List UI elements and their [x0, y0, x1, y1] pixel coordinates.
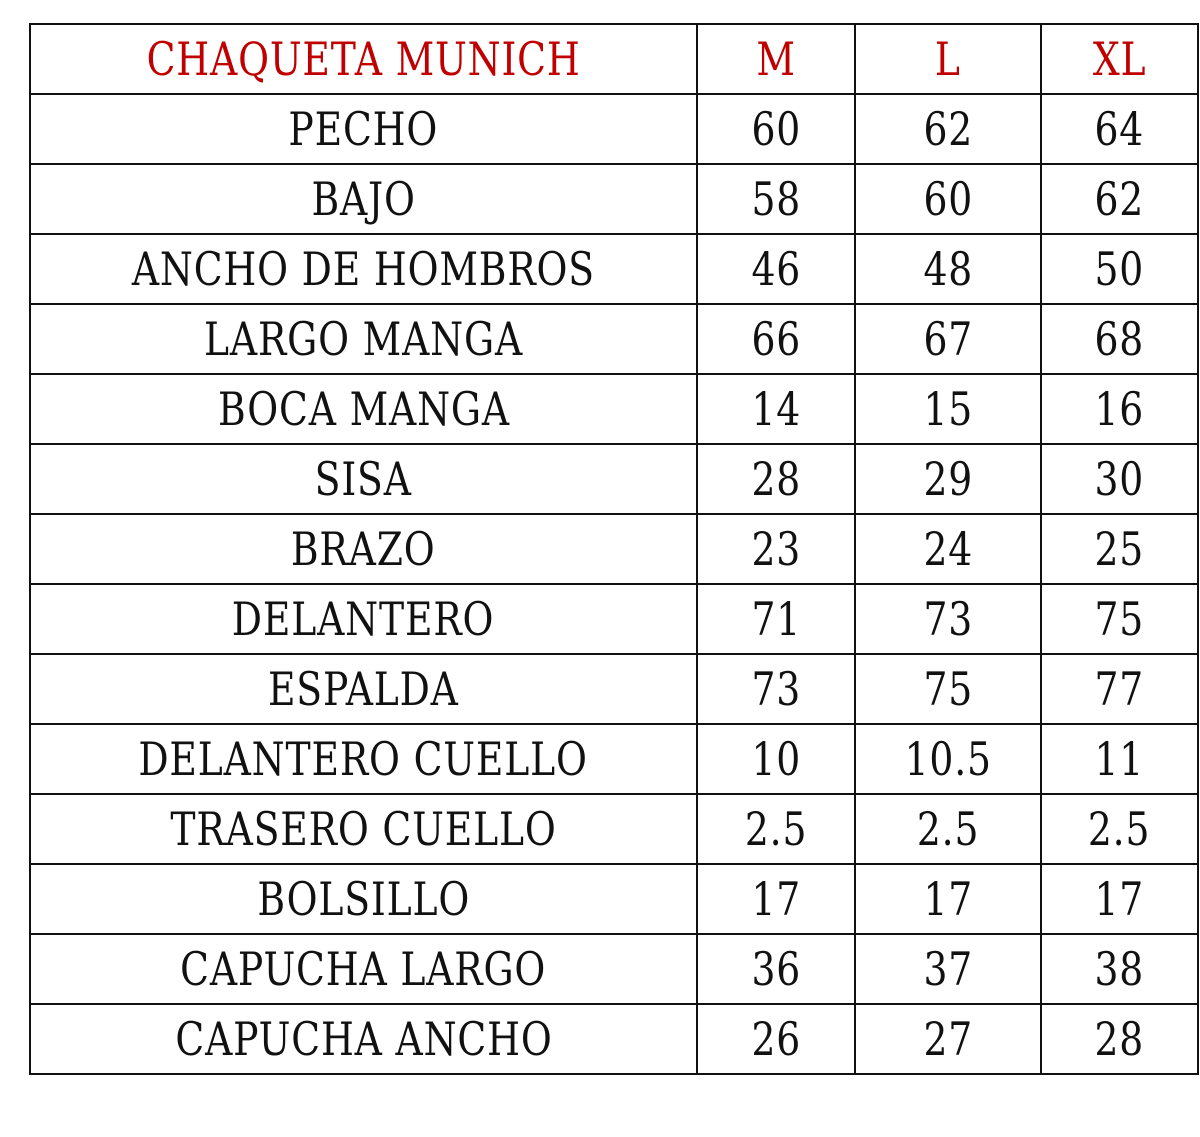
- table-title-text: CHAQUETA MUNICH: [146, 32, 581, 86]
- measurement-value: 58: [751, 172, 801, 226]
- value-cell-xl: [1041, 374, 1198, 444]
- value-cell-xl: [1041, 1004, 1198, 1074]
- measurement-value: 68: [1094, 312, 1145, 366]
- value-cell-xl: [1041, 94, 1198, 164]
- value-cell-m: [697, 864, 855, 934]
- size-header-m-text: M: [756, 32, 796, 86]
- table-row: [30, 794, 1198, 864]
- measurement-label-cell: [30, 514, 697, 584]
- measurement-label-cell: [30, 934, 697, 1004]
- value-cell-l: [855, 374, 1041, 444]
- value-cell-m: [697, 654, 855, 724]
- measurement-value: 17: [923, 872, 973, 926]
- size-header-xl: [1041, 24, 1198, 94]
- size-header-l: [855, 24, 1041, 94]
- measurement-label-cell: [30, 374, 697, 444]
- measurement-value: 17: [1094, 872, 1145, 926]
- size-header-m: [697, 24, 855, 94]
- measurement-value: 67: [923, 312, 973, 366]
- measurement-label: CAPUCHA LARGO: [180, 942, 547, 996]
- value-cell-m: [697, 584, 855, 654]
- measurement-label: LARGO MANGA: [203, 312, 524, 366]
- measurement-label: TRASERO CUELLO: [170, 802, 557, 856]
- measurement-value: 28: [1094, 1012, 1145, 1066]
- value-cell-m: [697, 1004, 855, 1074]
- measurement-label-cell: [30, 94, 697, 164]
- measurement-value: 14: [751, 382, 801, 436]
- measurement-value: 38: [1094, 942, 1145, 996]
- table-row: [30, 934, 1198, 1004]
- measurement-label-cell: [30, 724, 697, 794]
- measurement-value: 10: [751, 732, 801, 786]
- value-cell-xl: [1041, 724, 1198, 794]
- measurement-label: DELANTERO CUELLO: [138, 732, 589, 786]
- table-body: [30, 94, 1198, 1074]
- value-cell-l: [855, 794, 1041, 864]
- value-cell-xl: [1041, 794, 1198, 864]
- measurement-value: 66: [751, 312, 801, 366]
- table-row: [30, 514, 1198, 584]
- measurement-value: 24: [923, 522, 973, 576]
- value-cell-l: [855, 724, 1041, 794]
- measurement-value: 71: [751, 592, 801, 646]
- measurement-label-cell: [30, 654, 697, 724]
- measurement-value: 17: [751, 872, 801, 926]
- measurement-label: BRAZO: [291, 522, 436, 576]
- measurement-value: 16: [1094, 382, 1145, 436]
- measurement-value: 10.5: [904, 732, 992, 786]
- measurement-label-cell: [30, 584, 697, 654]
- value-cell-m: [697, 374, 855, 444]
- measurement-label-cell: [30, 864, 697, 934]
- measurement-label: SISA: [314, 452, 413, 506]
- value-cell-l: [855, 304, 1041, 374]
- value-cell-m: [697, 304, 855, 374]
- measurement-value: 48: [923, 242, 973, 296]
- value-cell-xl: [1041, 934, 1198, 1004]
- value-cell-xl: [1041, 234, 1198, 304]
- table-title: [30, 24, 697, 94]
- table-row: [30, 234, 1198, 304]
- measurement-value: 60: [923, 172, 973, 226]
- measurement-value: 23: [751, 522, 801, 576]
- value-cell-l: [855, 654, 1041, 724]
- measurement-label-cell: [30, 444, 697, 514]
- measurement-value: 30: [1094, 452, 1145, 506]
- table-row: [30, 304, 1198, 374]
- size-header-l-text: L: [935, 32, 961, 86]
- measurement-label: CAPUCHA ANCHO: [174, 1012, 553, 1066]
- measurement-value: 29: [923, 452, 973, 506]
- value-cell-l: [855, 164, 1041, 234]
- value-cell-l: [855, 514, 1041, 584]
- measurement-label-cell: [30, 1004, 697, 1074]
- table-row: [30, 94, 1198, 164]
- value-cell-m: [697, 514, 855, 584]
- measurement-value: 46: [751, 242, 801, 296]
- measurement-value: 60: [751, 102, 801, 156]
- measurement-value: 2.5: [744, 802, 808, 856]
- value-cell-l: [855, 934, 1041, 1004]
- measurement-label: PECHO: [288, 102, 439, 156]
- table-row: [30, 654, 1198, 724]
- table-row: [30, 864, 1198, 934]
- value-cell-xl: [1041, 164, 1198, 234]
- measurement-value: 2.5: [1088, 802, 1151, 856]
- measurement-value: 75: [1094, 592, 1145, 646]
- measurement-label-cell: [30, 304, 697, 374]
- table-row: [30, 724, 1198, 794]
- measurement-value: 50: [1094, 242, 1145, 296]
- measurement-value: 77: [1094, 662, 1145, 716]
- table-row: [30, 1004, 1198, 1074]
- measurement-label-cell: [30, 234, 697, 304]
- value-cell-m: [697, 444, 855, 514]
- value-cell-l: [855, 444, 1041, 514]
- measurement-value: 73: [923, 592, 973, 646]
- header-row: [30, 24, 1198, 94]
- value-cell-xl: [1041, 864, 1198, 934]
- value-cell-xl: [1041, 444, 1198, 514]
- measurement-value: 28: [751, 452, 801, 506]
- value-cell-l: [855, 584, 1041, 654]
- value-cell-l: [855, 864, 1041, 934]
- value-cell-l: [855, 234, 1041, 304]
- measurement-value: 75: [923, 662, 973, 716]
- measurement-value: 15: [923, 382, 973, 436]
- measurement-label-cell: [30, 164, 697, 234]
- value-cell-xl: [1041, 304, 1198, 374]
- measurement-value: 25: [1094, 522, 1145, 576]
- measurement-label: BOCA MANGA: [217, 382, 510, 436]
- value-cell-l: [855, 94, 1041, 164]
- measurement-label: ESPALDA: [268, 662, 459, 716]
- table-row: [30, 374, 1198, 444]
- value-cell-m: [697, 234, 855, 304]
- measurement-value: 64: [1094, 102, 1145, 156]
- measurement-value: 62: [923, 102, 973, 156]
- measurement-label: BOLSILLO: [257, 872, 470, 926]
- table-row: [30, 584, 1198, 654]
- measurement-label: ANCHO DE HOMBROS: [131, 242, 596, 296]
- value-cell-xl: [1041, 514, 1198, 584]
- measurement-label: BAJO: [311, 172, 416, 226]
- value-cell-m: [697, 724, 855, 794]
- measurement-label-cell: [30, 794, 697, 864]
- measurement-value: 11: [1094, 732, 1145, 786]
- measurement-value: 2.5: [916, 802, 980, 856]
- value-cell-m: [697, 94, 855, 164]
- table-row: [30, 164, 1198, 234]
- measurement-value: 36: [751, 942, 801, 996]
- table-row: [30, 444, 1198, 514]
- measurement-value: 27: [923, 1012, 973, 1066]
- measurement-value: 26: [751, 1012, 801, 1066]
- size-header-xl-text: XL: [1092, 32, 1147, 86]
- measurement-value: 37: [923, 942, 973, 996]
- value-cell-xl: [1041, 584, 1198, 654]
- value-cell-m: [697, 164, 855, 234]
- value-cell-m: [697, 794, 855, 864]
- value-cell-xl: [1041, 654, 1198, 724]
- value-cell-l: [855, 1004, 1041, 1074]
- size-chart-table: [29, 23, 1199, 1075]
- value-cell-m: [697, 934, 855, 1004]
- measurement-value: 73: [751, 662, 801, 716]
- measurement-label: DELANTERO: [232, 592, 495, 646]
- measurement-value: 62: [1094, 172, 1145, 226]
